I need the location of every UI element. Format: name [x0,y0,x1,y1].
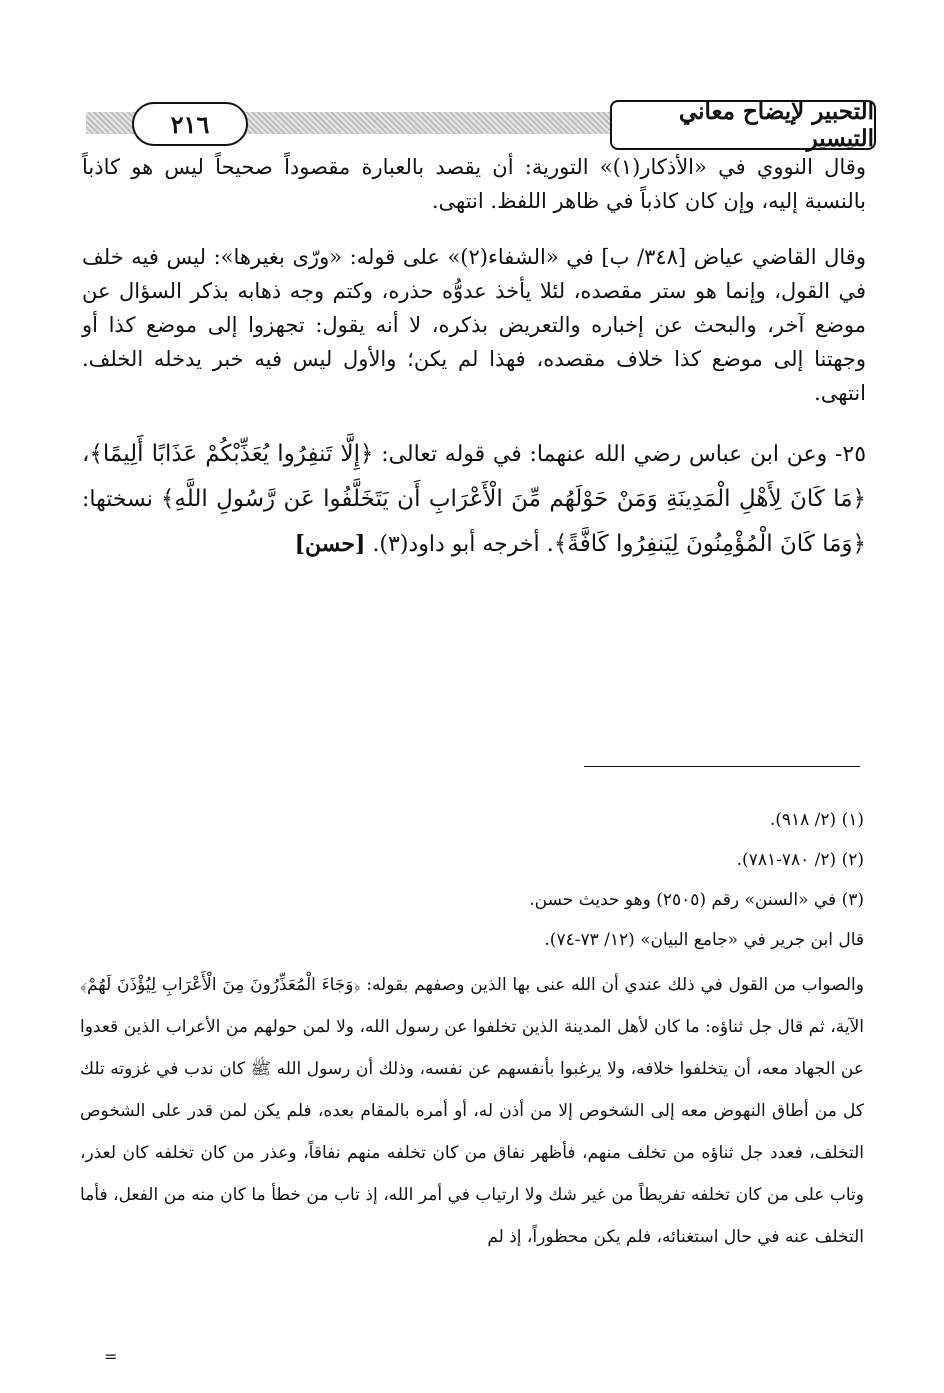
hadith-source: أخرجه أبو داود(٣). [372,532,540,557]
hadith-intro: ٢٥- وعن ابن عباس رضي الله عنهما: في قوله تعالى: [381,442,867,467]
paragraph-qadi-iyad: وقال القاضي عياض [٣٤٨/ ب] في «الشفاء(٢)» على قوله: «ورّى بغيرها»: ليس فيه خلف في القول، وإنما هو ستر مقصده، لئلا يأخذ عدوُّه حذره، وكتم وجه ذهابه بذكر السؤال عن موضع آخر، والبحث عن إخباره والتعريض بذكره، لا أنه يقول: تجهزوا إلى موضع كذا أو وجهتنا إلى موضع كذا خلاف مقصده، فهذا لم يكن؛ والأول ليس فيه خبر يدخله الخلف. انتهى. [82,245,866,405]
footnote-divider [584,766,860,767]
hadith-25 [82,432,866,567]
quran-verse-3: ﴿وَمَا كَانَ الْمُؤْمِنُونَ لِيَنفِرُوا كَافَّةً﴾. [546,531,866,557]
quran-verse-1: ﴿إِلَّا تَنفِرُوا يُعَذِّبْكُمْ عَذَابًا أَلِيمًا﴾، [82,441,374,467]
paragraph-nawawi: وقال النووي في «الأذكار(١)» التورية: أن يقصد بالعبارة مقصوداً صحيحاً ليس هو كاذباً بالنسبة إليه، وإن كان كاذباً في ظاهر اللفظ. انتهى. [82,155,866,213]
page-number: ٢١٦ [132,102,248,146]
quran-verse-2: ﴿مَا كَانَ لِأَهْلِ الْمَدِينَةِ وَمَنْ حَوْلَهُم مِّنَ الْأَعْرَابِ أَن يَتَخَلَّفُوا عَن رَّسُولِ اللَّهِ﴾ [160,486,866,512]
footnote-quote: والصواب من القول في ذلك عندي أن الله عنى بها الذين وصفهم بقوله: ﴿وَجَاءَ الْمُعَذِّرُونَ مِنَ الْأَعْرَابِ لِيُؤْذَنَ لَهُمْ﴾ الآية، ثم قال جل ثناؤه: ما كان لأهل المدينة الذين تخلفوا عن رسول الله، ولا لمن حولهم من الأعراب الذين قعدوا عن الجهاد معه، أن يتخلفوا خلافه، ولا يرغبوا بأنفسهم عن نفسه، وذلك أن رسول الله ﷺ كان ندب في غزوته تلك كل من أطاق النهوض معه إلى الشخوص إلا من أذن له، أو أمره بالمقام بعده، فلم يكن لمن قدر على الشخوص التخلف، فعدد جل ثناؤه من تخلف منهم، فأظهر نفاق من كان تخلفه منهم نفاقاً، وعذر من كان تخلفه كان لعذر، وتاب على من كان تخلفه تفريطاً من غير شك ولا ارتياب في أمر الله، إذ تاب من خطأ ما كان منه من الفعل، فأما التخلف عنه في حال استغنائه، فلم يكن محظوراً، إذ لم [80,975,864,1247]
main-text [82,150,866,589]
footnote-2: (٢) (٢/ ٧٨٠-٧٨١). [736,850,864,870]
footnote-3: (٣) في «السنن» رقم (٢٥٠٥) وهو حديث حسن. [529,890,864,910]
footnotes [80,800,864,1258]
abrogation-label: نسختها: [82,487,153,512]
footnote-1: (١) (٢/ ٩١٨). [769,810,864,830]
footnote-3-continued: قال ابن جرير في «جامع البيان» (١٢/ ٧٣-٧٤). [544,930,864,950]
book-title: التحبير لإيضاح معاني التيسير [610,100,876,150]
hadith-grade: [حسن] [294,531,366,557]
page-header [86,100,876,152]
continuation-mark: = [104,1347,118,1366]
